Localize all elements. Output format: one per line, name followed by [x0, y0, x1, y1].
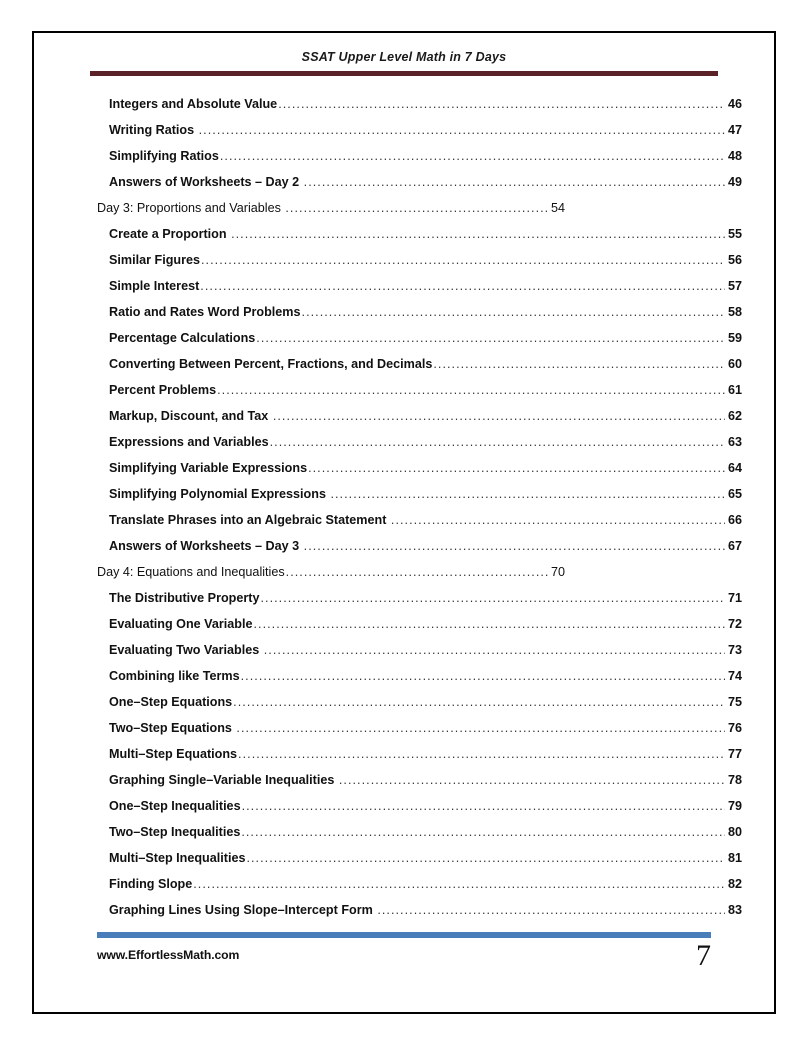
page-number: 7	[696, 939, 711, 972]
toc-entry[interactable]	[34, 143, 774, 169]
header-divider	[90, 71, 718, 76]
toc-entry-page: 72	[727, 617, 742, 631]
toc-dot-leader	[273, 410, 725, 423]
toc-dot-leader	[377, 904, 725, 917]
toc-entry-page: 71	[727, 591, 742, 605]
toc-dot-leader	[391, 514, 725, 527]
toc-entry-label: Day 3: Proportions and Variables	[97, 201, 285, 215]
toc-entry-label: One–Step Equations	[109, 695, 233, 709]
toc-entry-page: 74	[727, 669, 742, 683]
toc-dot-leader	[260, 592, 725, 605]
toc-entry-page: 60	[727, 357, 742, 371]
toc-dot-leader	[200, 280, 725, 293]
toc-entry-label: Combining like Terms	[109, 669, 240, 683]
toc-entry-page: 65	[727, 487, 742, 501]
toc-entry-page: 47	[727, 123, 742, 137]
toc-entry[interactable]	[34, 611, 774, 637]
toc-entry-page: 82	[727, 877, 742, 891]
toc-entry-page: 62	[727, 409, 742, 423]
toc-entry-page: 54	[551, 201, 566, 215]
toc-entry[interactable]	[34, 221, 774, 247]
toc-dot-leader	[242, 800, 725, 813]
toc-dot-leader	[286, 566, 550, 579]
toc-day-heading[interactable]	[34, 559, 774, 585]
toc-dot-leader	[304, 176, 725, 189]
toc-entry-page: 67	[727, 539, 742, 553]
table-of-contents	[34, 91, 774, 923]
toc-entry-page: 59	[727, 331, 742, 345]
toc-dot-leader	[246, 852, 725, 865]
toc-entry-page: 76	[727, 721, 742, 735]
toc-entry-label: Simple Interest	[109, 279, 200, 293]
toc-entry[interactable]	[34, 585, 774, 611]
running-header	[34, 49, 774, 76]
book-title: SSAT Upper Level Math in 7 Days	[301, 50, 507, 64]
toc-entry[interactable]	[34, 533, 774, 559]
toc-dot-leader	[302, 306, 725, 319]
toc-dot-leader	[220, 150, 725, 163]
toc-entry-label: Translate Phrases into an Algebraic Statement	[109, 513, 390, 527]
toc-entry-label: Two–Step Equations	[109, 721, 236, 735]
toc-entry[interactable]	[34, 455, 774, 481]
toc-entry-page: 56	[727, 253, 742, 267]
toc-dot-leader	[217, 384, 725, 397]
toc-entry-page: 79	[727, 799, 742, 813]
toc-entry-page: 58	[727, 305, 742, 319]
toc-entry[interactable]	[34, 377, 774, 403]
toc-entry-label: Percentage Calculations	[109, 331, 256, 345]
toc-entry-label: Similar Figures	[109, 253, 200, 267]
toc-entry[interactable]	[34, 897, 774, 923]
toc-dot-leader	[233, 696, 725, 709]
toc-entry-page: 66	[727, 513, 742, 527]
toc-entry[interactable]	[34, 767, 774, 793]
toc-entry[interactable]	[34, 169, 774, 195]
toc-entry-label: Create a Proportion	[109, 227, 231, 241]
toc-entry[interactable]	[34, 429, 774, 455]
toc-entry-label: Two–Step Inequalities	[109, 825, 241, 839]
toc-entry[interactable]	[34, 91, 774, 117]
toc-entry-page: 80	[727, 825, 742, 839]
toc-entry-page: 73	[727, 643, 742, 657]
toc-dot-leader	[278, 98, 725, 111]
toc-entry[interactable]	[34, 299, 774, 325]
toc-entry-page: 57	[727, 279, 742, 293]
toc-dot-leader	[253, 618, 725, 631]
toc-entry-label: Markup, Discount, and Tax	[109, 409, 272, 423]
toc-entry-label: Multi–Step Inequalities	[109, 851, 246, 865]
toc-entry[interactable]	[34, 507, 774, 533]
toc-entry[interactable]	[34, 273, 774, 299]
toc-entry-page: 70	[551, 565, 566, 579]
toc-entry-label: Day 4: Equations and Inequalities	[97, 565, 285, 579]
toc-entry-page: 48	[727, 149, 742, 163]
toc-entry-label: Integers and Absolute Value	[109, 97, 278, 111]
toc-dot-leader	[193, 878, 725, 891]
toc-dot-leader	[270, 436, 725, 449]
toc-entry-page: 78	[727, 773, 742, 787]
toc-dot-leader	[236, 722, 725, 735]
website-url: www.EffortlessMath.com	[97, 948, 240, 962]
toc-entry[interactable]	[34, 481, 774, 507]
toc-dot-leader	[241, 826, 725, 839]
toc-dot-leader	[231, 228, 725, 241]
toc-entry[interactable]	[34, 819, 774, 845]
toc-entry[interactable]	[34, 663, 774, 689]
toc-entry[interactable]	[34, 871, 774, 897]
toc-entry[interactable]	[34, 689, 774, 715]
toc-entry-page: 46	[727, 97, 742, 111]
toc-entry[interactable]	[34, 325, 774, 351]
toc-entry-label: Evaluating Two Variables	[109, 643, 263, 657]
toc-dot-leader	[285, 202, 550, 215]
document-page	[32, 31, 776, 1014]
toc-entry-page: 64	[727, 461, 742, 475]
toc-entry[interactable]	[34, 845, 774, 871]
toc-entry[interactable]	[34, 117, 774, 143]
toc-dot-leader	[256, 332, 725, 345]
toc-entry[interactable]	[34, 793, 774, 819]
toc-entry-page: 63	[727, 435, 742, 449]
toc-entry-label: Simplifying Polynomial Expressions	[109, 487, 330, 501]
toc-dot-leader	[330, 488, 725, 501]
toc-entry-label: Writing Ratios	[109, 123, 198, 137]
toc-entry[interactable]	[34, 351, 774, 377]
toc-entry-page: 81	[727, 851, 742, 865]
toc-entry[interactable]	[34, 637, 774, 663]
toc-dot-leader	[433, 358, 725, 371]
toc-dot-leader	[308, 462, 725, 475]
toc-dot-leader	[304, 540, 725, 553]
toc-dot-leader	[199, 124, 725, 137]
toc-entry-label: Simplifying Ratios	[109, 149, 219, 163]
toc-entry-label: Expressions and Variables	[109, 435, 269, 449]
toc-entry[interactable]	[34, 247, 774, 273]
toc-entry-page: 49	[727, 175, 742, 189]
toc-dot-leader	[241, 670, 725, 683]
page-footer	[34, 932, 774, 980]
toc-entry-label: Multi–Step Equations	[109, 747, 238, 761]
toc-entry-label: Ratio and Rates Word Problems	[109, 305, 301, 319]
toc-entry-page: 83	[727, 903, 742, 917]
toc-dot-leader	[339, 774, 725, 787]
toc-entry-label: Answers of Worksheets – Day 3	[109, 539, 303, 553]
toc-entry-label: Graphing Lines Using Slope–Intercept Form	[109, 903, 377, 917]
toc-dot-leader	[238, 748, 725, 761]
toc-entry-label: Percent Problems	[109, 383, 217, 397]
toc-entry-label: Evaluating One Variable	[109, 617, 253, 631]
toc-dot-leader	[264, 644, 725, 657]
toc-day-heading[interactable]	[34, 195, 774, 221]
toc-entry[interactable]	[34, 715, 774, 741]
toc-entry[interactable]	[34, 403, 774, 429]
toc-entry-page: 77	[727, 747, 742, 761]
toc-entry-label: One–Step Inequalities	[109, 799, 241, 813]
toc-entry-label: Graphing Single–Variable Inequalities	[109, 773, 338, 787]
toc-entry-page: 61	[727, 383, 742, 397]
toc-entry[interactable]	[34, 741, 774, 767]
toc-entry-label: Answers of Worksheets – Day 2	[109, 175, 303, 189]
toc-entry-label: Converting Between Percent, Fractions, and Decimals	[109, 357, 433, 371]
toc-entry-page: 55	[727, 227, 742, 241]
toc-entry-page: 75	[727, 695, 742, 709]
toc-dot-leader	[201, 254, 725, 267]
toc-entry-label: Finding Slope	[109, 877, 193, 891]
toc-entry-label: The Distributive Property	[109, 591, 260, 605]
toc-entry-label: Simplifying Variable Expressions	[109, 461, 308, 475]
